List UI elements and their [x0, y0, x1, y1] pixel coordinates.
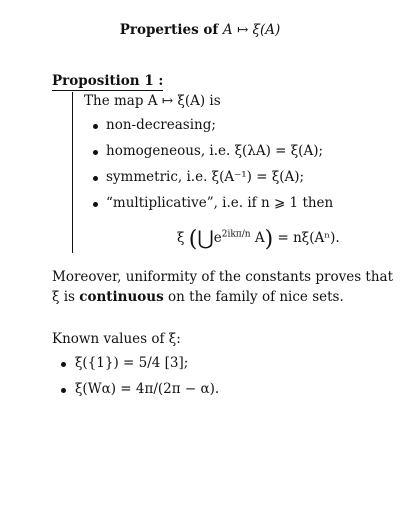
formula-open-paren: (: [188, 227, 198, 252]
continuity-line-2: [52, 289, 344, 305]
known-text: ξ({1}) = 5/4 [3];: [75, 355, 189, 371]
formula-close-paren: ): [264, 227, 274, 252]
formula-base: e: [213, 230, 222, 246]
property-text: symmetric, i.e. ξ(A⁻¹) = ξ(A);: [106, 169, 305, 185]
bullet-icon: [93, 202, 98, 207]
formula-rhs: = nξ(Aⁿ).: [277, 230, 340, 246]
known-text: ξ(Wα) = 4π/(2π − α).: [75, 381, 220, 397]
bullet-icon: [93, 124, 98, 129]
title-math: A ↦ ξ(A): [222, 22, 281, 38]
title-prefix: Properties of: [119, 22, 219, 38]
formula-arg: A: [254, 230, 265, 246]
property-text: “multiplicative”, i.e. if n ⩾ 1 then: [106, 195, 334, 211]
formula-exponent: 2ikπ/n: [221, 229, 251, 240]
property-text: non-decreasing;: [106, 117, 216, 133]
proposition-intro: The map A ↦ ξ(A) is: [84, 93, 221, 109]
continuity-pre: ξ is: [52, 289, 80, 305]
bullet-icon: [93, 150, 98, 155]
multiplicative-formula: [177, 226, 340, 252]
bullet-icon: [61, 362, 66, 367]
continuity-line-1: Moreover, uniformity of the constants proves that: [52, 269, 394, 285]
page-title: [0, 22, 400, 38]
formula-xi: ξ: [177, 230, 185, 246]
bullet-icon: [61, 388, 66, 393]
bullet-icon: [93, 176, 98, 181]
proposition-heading: Proposition 1 :: [52, 73, 164, 89]
formula-bigcup: ⋃: [197, 226, 214, 250]
known-values-heading: Known values of ξ:: [52, 331, 181, 347]
continuity-bold: continuous: [79, 289, 164, 305]
property-text: homogeneous, i.e. ξ(λA) = ξ(A);: [106, 143, 324, 159]
proposition-left-rule: [72, 92, 73, 253]
continuity-post: on the family of nice sets.: [163, 289, 344, 305]
